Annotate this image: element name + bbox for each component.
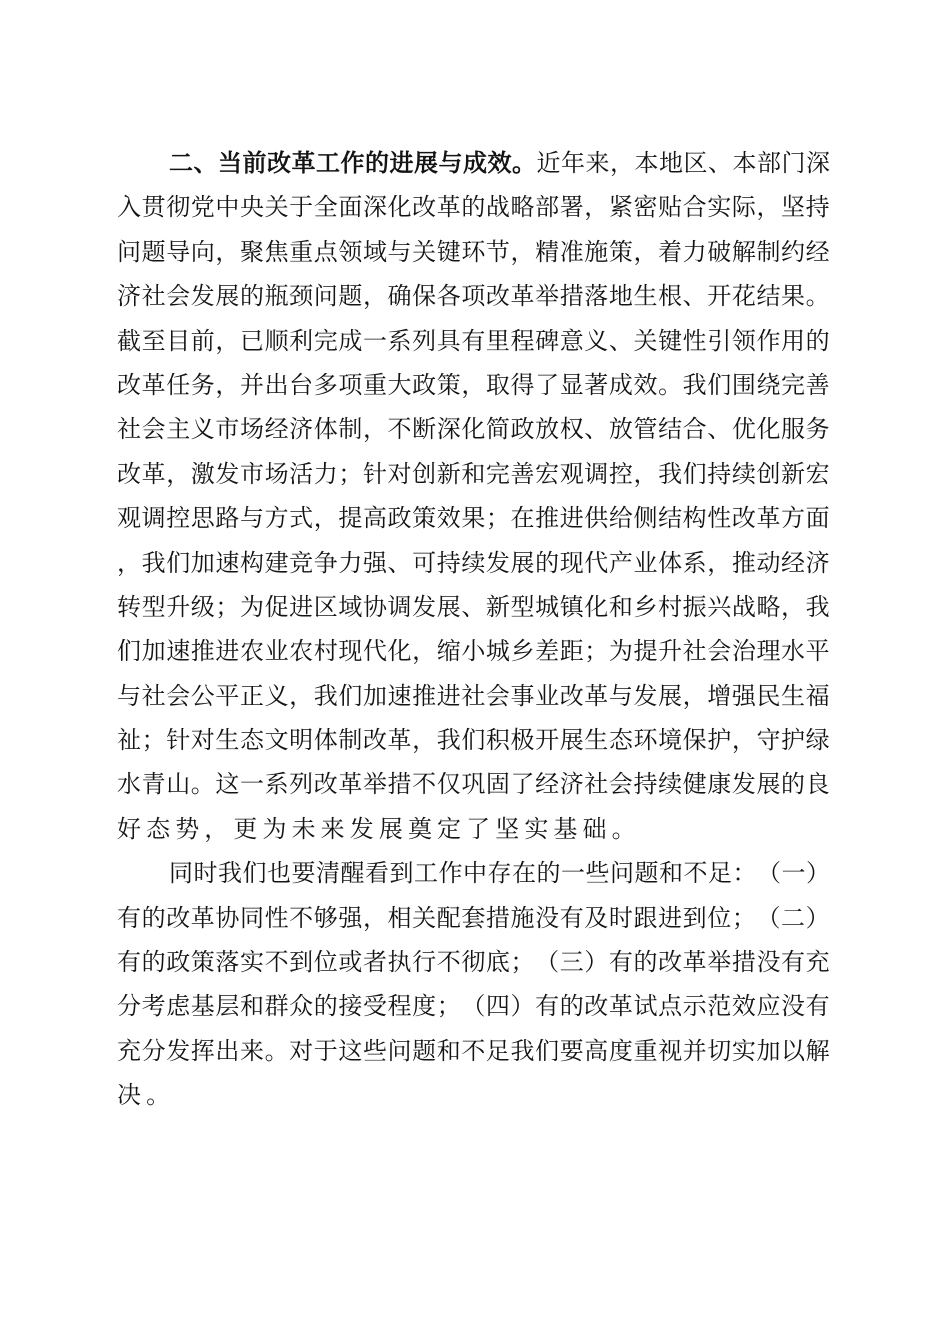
text-line: 社 会 主 义 市 场 经 济 体 制 ， 不 断 深 化 简 政 放 权 、 放 管 结 合 、 优 化 服 务 [117, 415, 830, 444]
text-line: 转 型 升 级 ； 为 促 进 区 域 协 调 发 展 、 新 型 城 镇 化 和 乡 村 振 兴 战 略 ， 我 [117, 592, 830, 621]
text-line: 决 。 [117, 1081, 171, 1110]
text-line: ， 我 们 加 速 构 建 竞 争 力 强 、 可 持 续 发 展 的 现 代 产 业 体 系 ， 推 动 经 济 [117, 548, 830, 577]
text-line: 与 社 会 公 平 正 义 ， 我 们 加 速 推 进 社 会 事 业 改 革 与 发 展 ， 增 强 民 生 福 [117, 681, 830, 710]
text-line: 观 调 控 思 路 与 方 式 ， 提 高 政 策 效 果 ； 在 推 进 供 给 侧 结 构 性 改 革 方 面 [117, 504, 830, 533]
text-line: 截 至 目 前 ， 已 顺 利 完 成 一 系 列 具 有 里 程 碑 意 义 、 关 键 性 引 领 作 用 的 [117, 326, 830, 355]
text-line: 分 考 虑 基 层 和 群 众 的 接 受 程 度 ； （ 四 ） 有 的 改 革 试 点 示 范 效 应 没 有 [117, 992, 830, 1021]
text-line: 充 分 发 挥 出 来 。 对 于 这 些 问 题 和 不 足 我 们 要 高 度 重 视 并 切 实 加 以 解 [117, 1036, 830, 1065]
text-line: 有 的 政 策 落 实 不 到 位 或 者 执 行 不 彻 底 ； （ 三 ） 有 的 改 革 举 措 没 有 充 [117, 948, 830, 977]
text-line: 问 题 导 向 ， 聚 焦 重 点 领 域 与 关 键 环 节 ， 精 准 施 策 ， 着 力 破 解 制 约 经 [117, 237, 830, 266]
text-line: 二 、 当 前 改 革 工 作 的 进 展 与 成 效 。 近 年 来 ， 本 地 区 、 本 部 门 深 [169, 148, 830, 177]
text-line: 改 革 任 务 ， 并 出 台 多 项 重 大 政 策 ， 取 得 了 显 著 成 效 。 我 们 围 绕 完 善 [117, 370, 830, 399]
rendered-paragraphs [117, 141, 830, 1118]
paragraph-2 [117, 851, 830, 1117]
text-line: 们 加 速 推 进 农 业 农 村 现 代 化 ， 缩 小 城 乡 差 距 ； 为 提 升 社 会 治 理 水 平 [117, 637, 830, 666]
text-line: 济 社 会 发 展 的 瓶 颈 问 题 ， 确 保 各 项 改 革 举 措 落 地 生 根 、 开 花 结 果 。 [117, 282, 830, 311]
text-line: 祉 ； 针 对 生 态 文 明 体 制 改 革 ， 我 们 积 极 开 展 生 态 环 境 保 护 ， 守 护 绿 [117, 726, 830, 755]
document-body [117, 141, 830, 1118]
paragraph-1 [117, 141, 830, 851]
text-line: 有 的 改 革 协 同 性 不 够 强 ， 相 关 配 套 措 施 没 有 及 时 跟 进 到 位 ； （ 二 ） [117, 903, 830, 932]
text-line: 入 贯 彻 党 中 央 关 于 全 面 深 化 改 革 的 战 略 部 署 ， 紧 密 贴 合 实 际 ， 坚 持 [117, 193, 830, 222]
text-line: 改 革 ， 激 发 市 场 活 力 ； 针 对 创 新 和 完 善 宏 观 调 控 ， 我 们 持 续 创 新 宏 [117, 459, 830, 488]
text-line: 好 态 势 ， 更 为 未 来 发 展 奠 定 了 坚 实 基 础 。 [117, 814, 636, 843]
text-line: 同 时 我 们 也 要 清 醒 看 到 工 作 中 存 在 的 一 些 问 题 和 不 足 ： （ 一 ） [169, 859, 830, 888]
text-line: 水 青 山 。 这 一 系 列 改 革 举 措 不 仅 巩 固 了 经 济 社 会 持 续 健 康 发 展 的 良 [117, 770, 830, 799]
